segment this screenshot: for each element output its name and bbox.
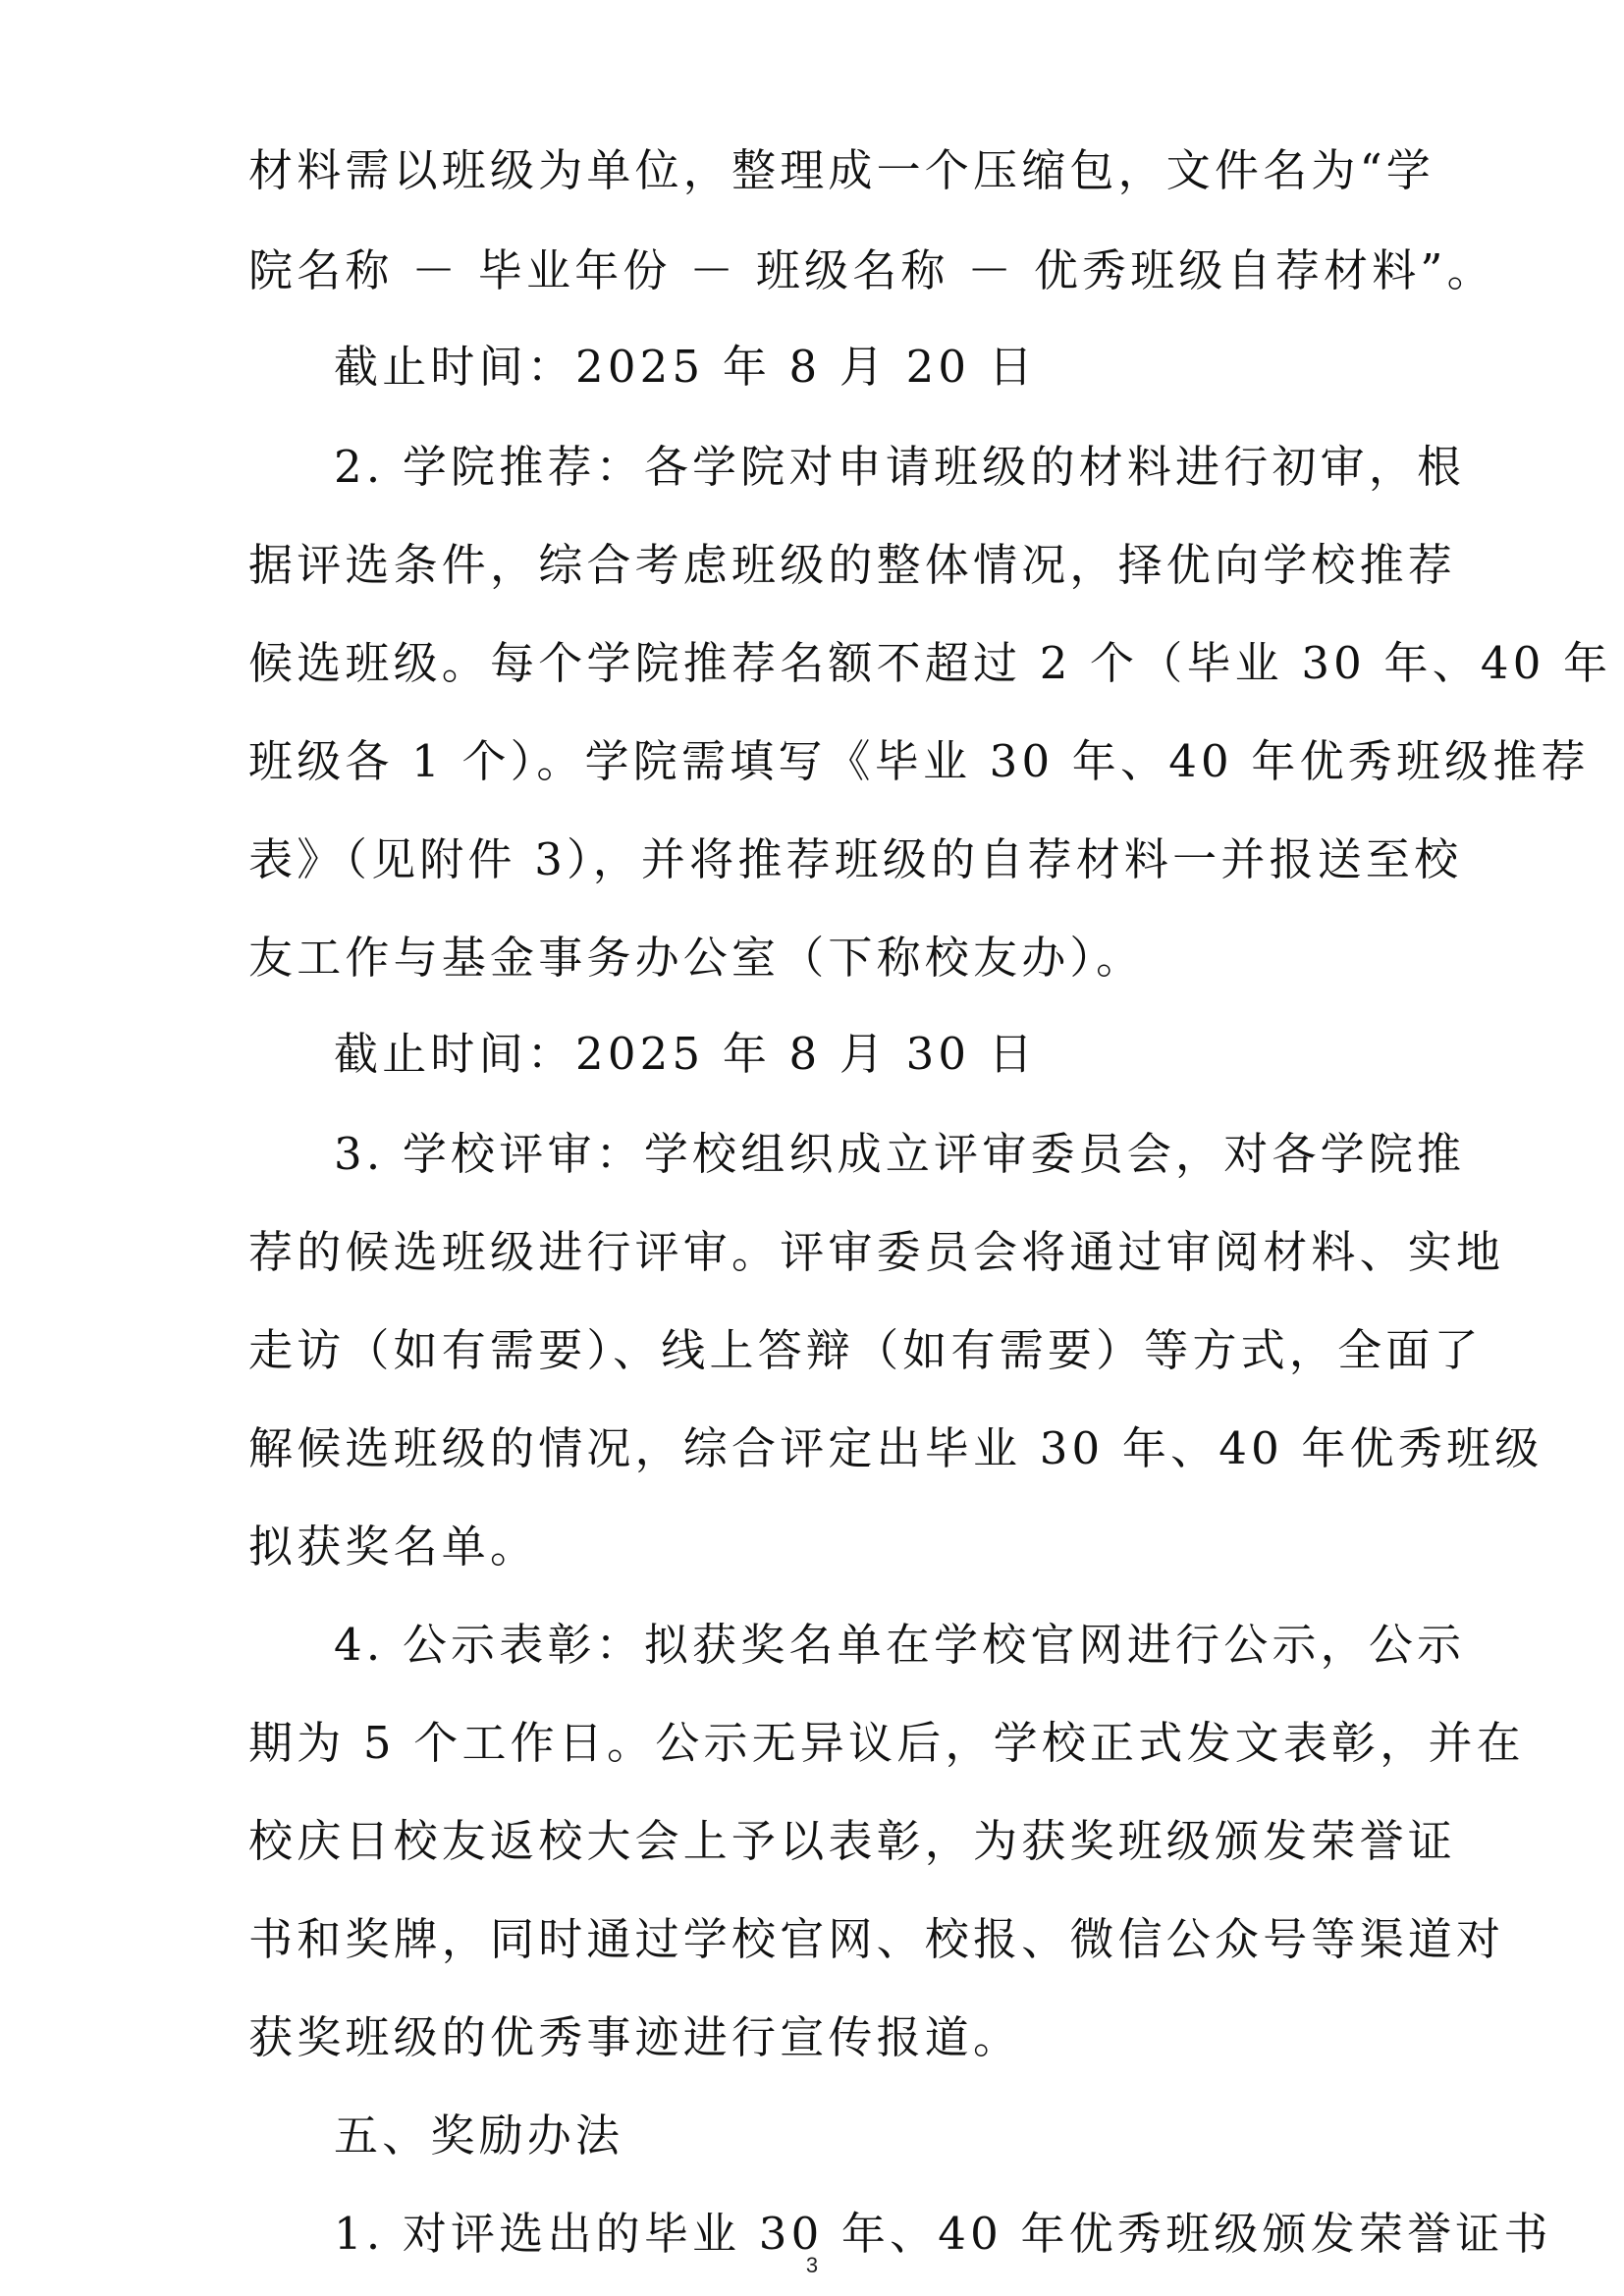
section-3-heading-line: 3. 学校评审：学校组织成立评审委员会，对各学院推 — [334, 1128, 1466, 1180]
text-line-15: 拟获奖名单。 — [248, 1521, 539, 1573]
page-number: 3 — [805, 2253, 819, 2277]
text-line-8: 表》（见附件 3），并将推荐班级的自荐材料一并报送至校 — [248, 833, 1463, 885]
deadline-line-2: 截止时间：2025 年 8 月 30 日 — [334, 1028, 1037, 1080]
text-line-13: 走访（如有需要）、线上答辩（如有需要）等方式，全面了 — [248, 1324, 1483, 1376]
text-line-7: 班级各 1 个）。学院需填写《毕业 30 年、40 年优秀班级推荐 — [248, 735, 1590, 787]
section-5-item-1-line: 1. 对评选出的毕业 30 年、40 年优秀班级颁发荣誉证书 — [334, 2208, 1552, 2260]
text-line-14: 解候选班级的情况，综合评定出毕业 30 年、40 年优秀班级 — [248, 1422, 1543, 1474]
text-line-19: 书和奖牌，同时通过学校官网、校报、微信公众号等渠道对 — [248, 1913, 1505, 1965]
text-line-17: 期为 5 个工作日。公示无异议后，学校正式发文表彰，并在 — [248, 1717, 1525, 1769]
text-line-12: 荐的候选班级进行评审。评审委员会将通过审阅材料、实地 — [248, 1226, 1505, 1278]
text-line-5: 据评选条件，综合考虑班级的整体情况，择优向学校推荐 — [248, 539, 1457, 591]
text-line-1: 材料需以班级为单位，整理成一个压缩包，文件名为“学 — [248, 144, 1435, 196]
text-line-18: 校庆日校友返校大会上予以表彰，为获奖班级颁发荣誉证 — [248, 1815, 1457, 1867]
section-4-heading-line: 4. 公示表彰：拟获奖名单在学校官网进行公示，公示 — [334, 1619, 1466, 1671]
deadline-line-1: 截止时间：2025 年 8 月 20 日 — [334, 341, 1037, 393]
section-2-heading-line: 2. 学院推荐：各学院对申请班级的材料进行初审，根 — [334, 441, 1466, 493]
text-line-9: 友工作与基金事务办公室（下称校友办）。 — [248, 932, 1145, 984]
text-line-20: 获奖班级的优秀事迹进行宣传报道。 — [248, 2011, 1022, 2063]
text-line-6: 候选班级。每个学院推荐名额不超过 2 个（毕业 30 年、40 年 — [248, 637, 1612, 689]
section-5-heading: 五、奖励办法 — [334, 2109, 624, 2162]
text-line-2: 院名称 － 毕业年份 － 班级名称 － 优秀班级自荐材料”。 — [248, 244, 1495, 296]
